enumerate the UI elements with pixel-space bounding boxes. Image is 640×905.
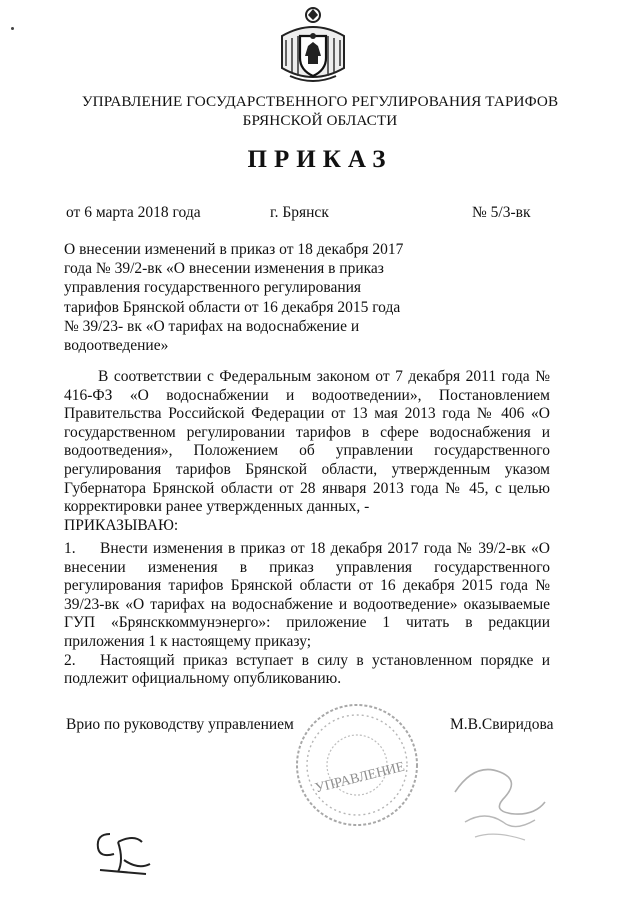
list-item [64,540,550,652]
signatory-name: М.В.Свиридова [450,716,554,733]
scan-speck [11,27,14,30]
official-stamp [292,700,422,830]
item-text: Настоящий приказ вступает в силу в установленном порядке и подлежит официальному опубликованию. [64,651,550,688]
coat-of-arms-icon [272,6,354,88]
document-type-title: ПРИКАЗ [247,146,393,173]
document-number: № 5/3-вк [472,204,531,221]
stamp-text: УПРАВЛЕНИЕ [313,759,407,797]
document-subject [64,240,404,355]
order-items-list [64,540,550,689]
item-number: 2. [64,651,76,669]
handwritten-signature [445,752,555,852]
item-text: Внести изменения в приказ от 18 декабря 2017 года № 39/2-вк «О внесении изменения в приказ управления государственного регулирования тарифов Брянской области от 16 декабря 2015 года № 39/23-вк «О тарифах на водоснабжение и водоотведение» оказываемые ГУП «Брянсккоммунэнерго»: приложение 1 читать в редакции приложения 1 к настоящему приказу; [64,540,550,650]
agency-name-line2: БРЯНСКОЙ ОБЛАСТИ [242,112,398,129]
document-date: от 6 марта 2018 года [66,204,201,221]
document-city: г. Брянск [270,204,329,221]
subject-text: О внесении изменений в приказ от 18 декабря 2017 года № 39/2-вк «О внесении изменения в приказ управления государственного регулирования тарифов Брянской области от 16 декабря 2015 года № 39/23- вк «О тарифах на водоснабжение и водоотведение» [64,241,404,355]
signatory-position: Врио по руководству управлением [66,716,294,733]
agency-name-line1: УПРАВЛЕНИЕ ГОСУДАРСТВЕННОГО РЕГУЛИРОВАНИЯ ТАРИФОВ [81,93,559,110]
preamble-paragraph: В соответствии с Федеральным законом от 7 декабря 2011 года № 416-ФЗ «О водоснабжении и водоотведении», Постановлением Правительства Российской Федерации от 13 мая 2013 года № 406 «О государственном регулировании тарифов в сфере водоснабжения и водоотведения», Положением об управлении государственного регулирования тарифов Брянской области, утвержденным указом Губернатора Брянской области от 28 января 2013 года № 45, с целью корректировки ранее утвержденных данных, - [64,368,550,516]
item-number: 1. [64,540,76,557]
document-body [64,368,550,535]
initials-signature [88,820,158,880]
agency-name [40,92,600,130]
order-word: ПРИКАЗЫВАЮ: [64,516,179,534]
list-item [64,652,550,689]
